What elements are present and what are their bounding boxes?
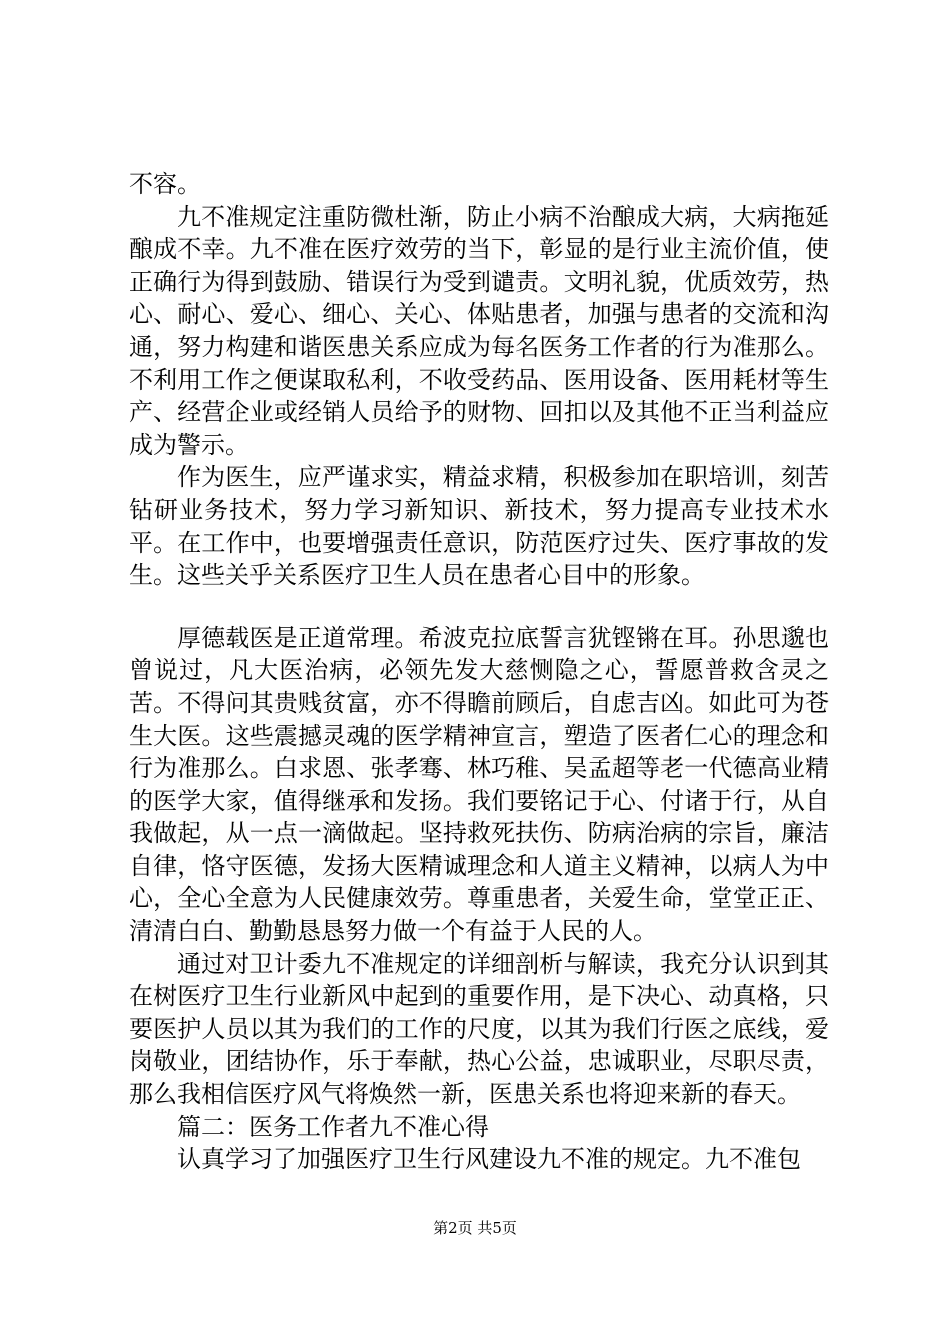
paragraph-spacer: [129, 592, 829, 622]
page-number-footer: 第2页 共5页: [433, 1219, 517, 1237]
paragraph-conclusion: 通过对卫计委九不准规定的详细剖析与解读，我充分认识到其在树医疗卫生行业新风中起到的重要作用，是下决心、动真格，只要医护人员以其为我们的工作的尺度，以其为我们行医之底线，爱岗敬业，团结协作，乐于奉献，热心公益，忠诚职业，尽职尽责，那么我相信医疗风气将焕然一新，医患关系也将迎来新的春天。: [129, 949, 829, 1109]
paragraph-section-two-start: 认真学习了加强医疗卫生行风建设九不准的规定。九不准包: [177, 1145, 801, 1174]
paragraph-virtue: 厚德载医是正道常理。希波克拉底誓言犹铿锵在耳。孙思邈也曾说过，凡大医治病，必领先发大慈恻隐之心，誓愿普救含灵之苦。不得问其贵贱贫富，亦不得瞻前顾后，自虑吉凶。如此可为苍生大医。这些震撼灵魂的医学精神宣言，塑造了医者仁心的理念和行为准那么。白求恩、张孝骞、林巧稚、吴孟超等老一代德高业精的医学大家，值得继承和发扬。我们要铭记于心、付诸于行，从自我做起，从一点一滴做起。坚持救死扶伤、防病治病的宗旨，廉洁自律，恪守医德，发扬大医精诚理念和人道主义精神，以病人为中心，全心全意为人民健康效劳。尊重患者，关爱生命，堂堂正正、清清白白、勤勤恳恳努力做一个有益于人民的人。: [129, 623, 829, 946]
paragraph-continued: 不容。: [129, 170, 201, 198]
section-heading: 篇二：医务工作者九不准心得: [177, 1112, 489, 1141]
paragraph-as-doctor: 作为医生，应严谨求实，精益求精，积极参加在职培训，刻苦钻研业务技术，努力学习新知识、新技术，努力提高专业技术水平。在工作中，也要增强责任意识，防范医疗过失、医疗事故的发生。这些关乎关系医疗卫生人员在患者心目中的形象。: [129, 463, 829, 590]
document-body: [129, 168, 829, 1176]
paragraph-nine-rules: 九不准规定注重防微杜渐，防止小病不治酿成大病，大病拖延酿成不幸。九不准在医疗效劳的当下，彰显的是行业主流价值，使正确行为得到鼓励、错误行为受到谴责。文明礼貌，优质效劳，热心、耐心、爱心、细心、关心、体贴患者，加强与患者的交流和沟通，努力构建和谐医患关系应成为每名医务工作者的行为准那么。不利用工作之便谋取私利，不收受药品、医用设备、医用耗材等生产、经营企业或经销人员给予的财物、回扣以及其他不正当利益应成为警示。: [129, 202, 829, 459]
